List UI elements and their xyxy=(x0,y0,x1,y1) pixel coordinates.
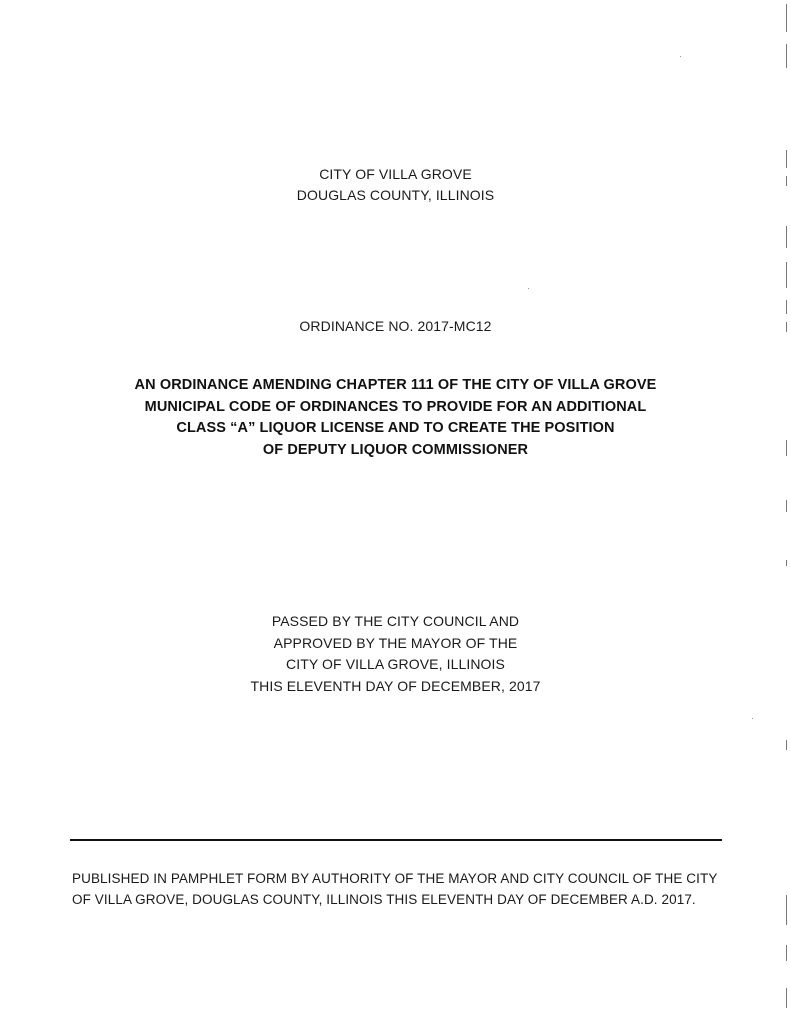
ordinance-number-block xyxy=(0,316,791,337)
county-name: DOUGLAS COUNTY, ILLINOIS xyxy=(296,187,495,203)
title-line-4: OF DEPUTY LIQUOR COMMISSIONER xyxy=(262,441,529,458)
horizontal-divider xyxy=(70,839,722,841)
title-line-3: CLASS “A” LIQUOR LICENSE AND TO CREATE THE POSITION xyxy=(176,420,615,436)
title-line-2: MUNICIPAL CODE OF ORDINANCES TO PROVIDE FOR AN ADDITIONAL xyxy=(144,398,647,415)
passed-line-3: CITY OF VILLA GROVE, ILLINOIS xyxy=(286,656,505,672)
ordinance-title xyxy=(0,375,791,461)
passed-line-4: THIS ELEVENTH DAY OF DECEMBER, 2017 xyxy=(250,677,541,694)
ordinance-number: ORDINANCE NO. 2017-MC12 xyxy=(299,318,492,334)
scan-edge-marks xyxy=(786,0,788,1024)
scan-speck xyxy=(528,288,529,289)
passage-statement xyxy=(0,611,791,697)
city-name: CITY OF VILLA GROVE xyxy=(319,166,472,182)
published-line-2: OF VILLA GROVE, DOUGLAS COUNTY, ILLINOIS THIS ELEVENTH DAY OF DECEMBER A.D. 2017. xyxy=(72,892,696,907)
published-line-1: PUBLISHED IN PAMPHLET FORM BY AUTHORITY OF THE MAYOR AND CITY COUNCIL OF THE CITY xyxy=(72,871,718,886)
publication-notice xyxy=(72,868,762,910)
scan-speck xyxy=(680,56,681,57)
scan-speck xyxy=(752,718,753,719)
title-line-1: AN ORDINANCE AMENDING CHAPTER 111 OF THE CITY OF VILLA GROVE xyxy=(134,377,657,393)
passed-line-2: APPROVED BY THE MAYOR OF THE xyxy=(273,634,518,651)
document-header xyxy=(0,164,791,206)
passed-line-1: PASSED BY THE CITY COUNCIL AND xyxy=(271,613,520,629)
